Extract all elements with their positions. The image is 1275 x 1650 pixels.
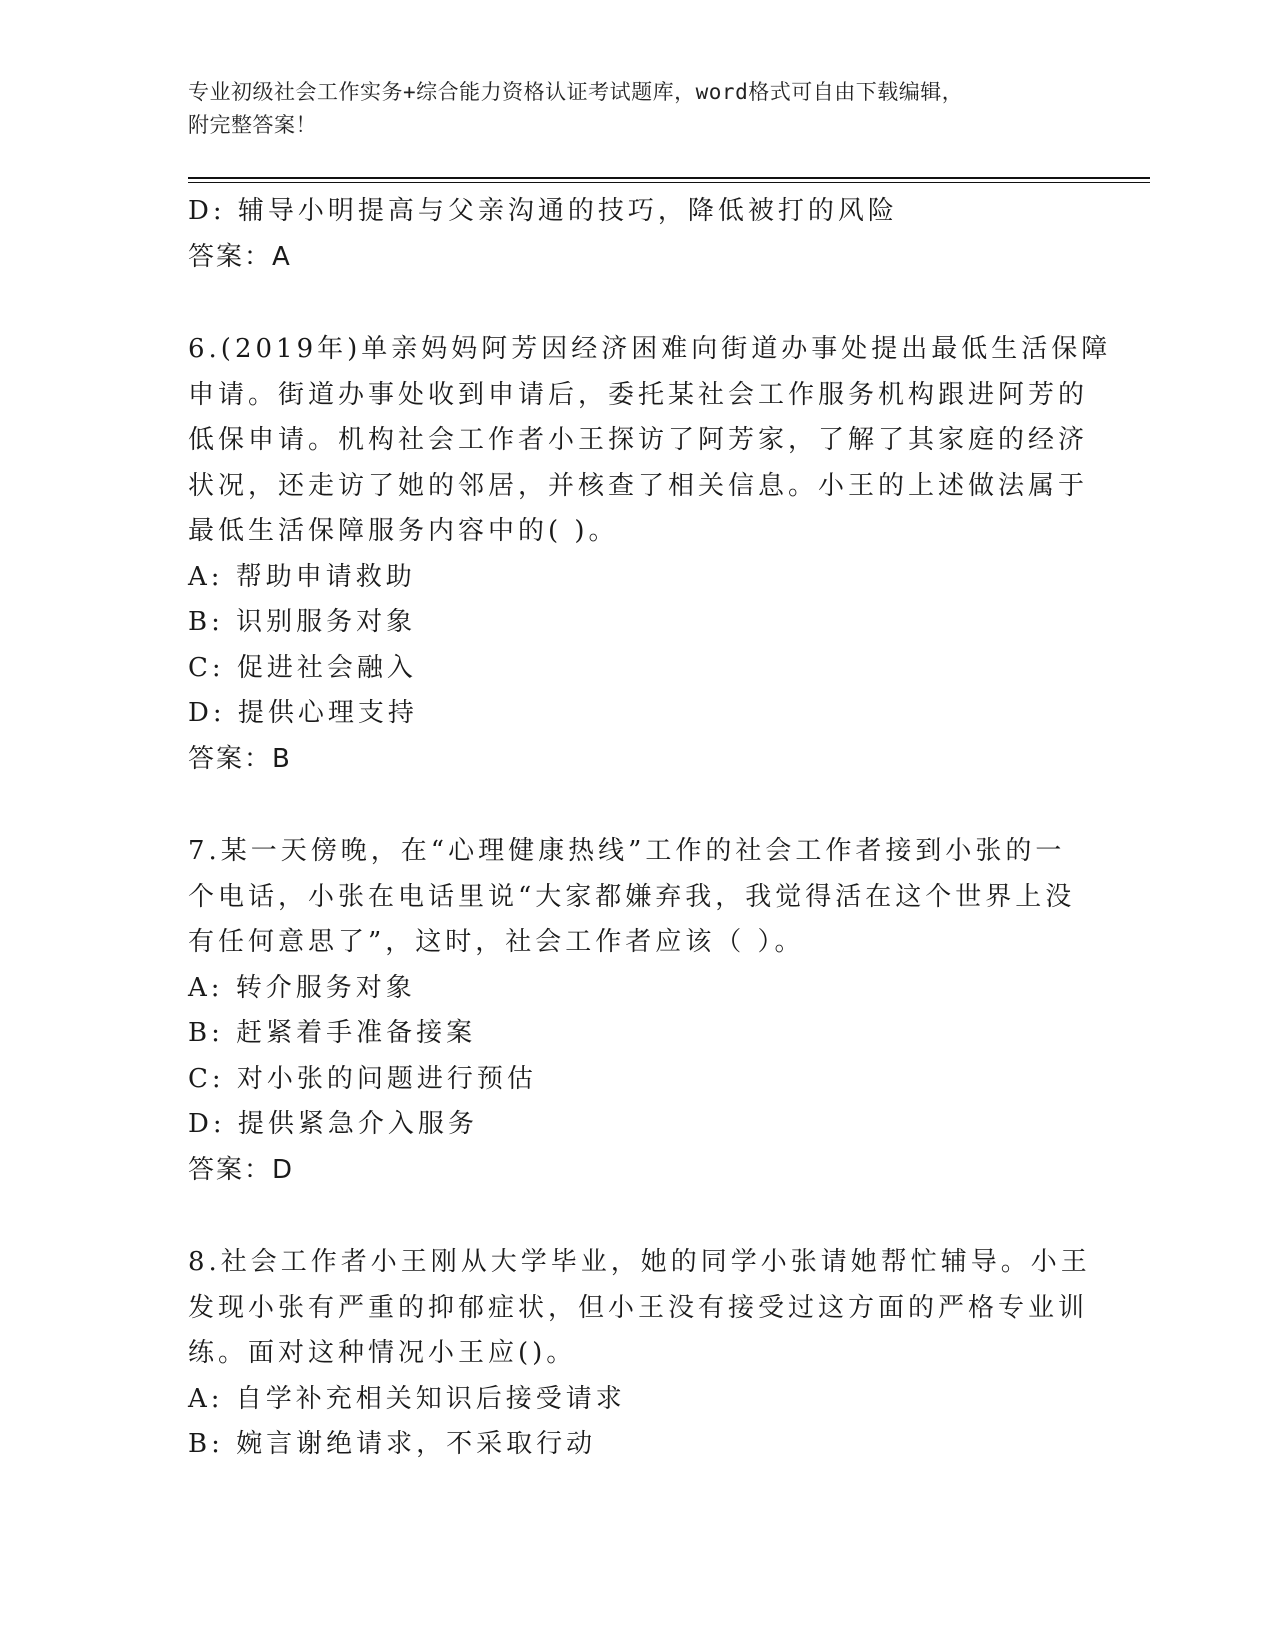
option-d: D: 辅导小明提高与父亲沟通的技巧，降低被打的风险	[188, 196, 898, 226]
question-6-answer: 答案：B	[188, 743, 292, 774]
question-7-stem-line: 7.某一天傍晚，在“心理健康热线”工作的社会工作者接到小张的一	[188, 836, 1066, 866]
question-7-stem-line: 有任何意思了”，这时，社会工作者应该（ ）。	[188, 927, 805, 957]
question-7-stem-line: 个电话，小张在电话里说“大家都嫌弃我，我觉得活在这个世界上没	[188, 881, 1076, 912]
question-8-option-b: B: 婉言谢绝请求，不采取行动	[188, 1429, 597, 1459]
question-6-stem-line: 申请。街道办事处收到申请后，委托某社会工作服务机构跟进阿芳的	[188, 379, 1089, 410]
question-6-option-b: B: 识别服务对象	[188, 607, 417, 637]
page-header	[188, 76, 1088, 142]
question-6-stem-line: 6.(2019年)单亲妈妈阿芳因经济困难向街道办事处提出最低生活保障	[188, 334, 1112, 364]
question-content	[188, 189, 1112, 1468]
question-8-stem-line: 练。面对这种情况小王应()。	[188, 1338, 577, 1368]
question-7-option-c: C: 对小张的问题进行预估	[188, 1063, 537, 1094]
question-8-stem-line: 8.社会工作者小王刚从大学毕业，她的同学小张请她帮忙辅导。小王	[188, 1247, 1091, 1277]
header-rule-thin	[188, 182, 1150, 183]
question-6-stem-line: 最低生活保障服务内容中的( )。	[188, 516, 619, 546]
header-line-2: 附完整答案！	[188, 113, 317, 137]
question-8-option-a: A: 自学补充相关知识后接受请求	[188, 1383, 626, 1414]
question-8-stem-line: 发现小张有严重的抑郁症状，但小王没有接受过这方面的严格专业训	[188, 1292, 1089, 1323]
spacer	[188, 782, 1068, 829]
spacer	[188, 1193, 1068, 1240]
header-rule-thick	[188, 177, 1150, 179]
question-7-option-d: D: 提供紧急介入服务	[188, 1109, 478, 1139]
question-6-stem-line: 低保申请。机构社会工作者小王探访了阿芳家，了解了其家庭的经济	[188, 425, 1089, 455]
question-7-option-a: A: 转介服务对象	[188, 972, 416, 1003]
question-6-option-d: D: 提供心理支持	[188, 698, 418, 728]
question-7-option-b: B: 赶紧着手准备接案	[188, 1018, 477, 1048]
question-7-answer: 答案：D	[188, 1154, 295, 1185]
answer-label: 答案：A	[188, 241, 292, 272]
spacer	[188, 280, 1068, 327]
question-6-option-a: A: 帮助申请救助	[188, 561, 416, 592]
question-6-stem-line: 状况，还走访了她的邻居，并核查了相关信息。小王的上述做法属于	[188, 470, 1089, 501]
question-6-option-c: C: 促进社会融入	[188, 652, 417, 683]
header-line-1: 专业初级社会工作实务+综合能力资格认证考试题库，word格式可自由下载编辑，	[188, 80, 964, 104]
